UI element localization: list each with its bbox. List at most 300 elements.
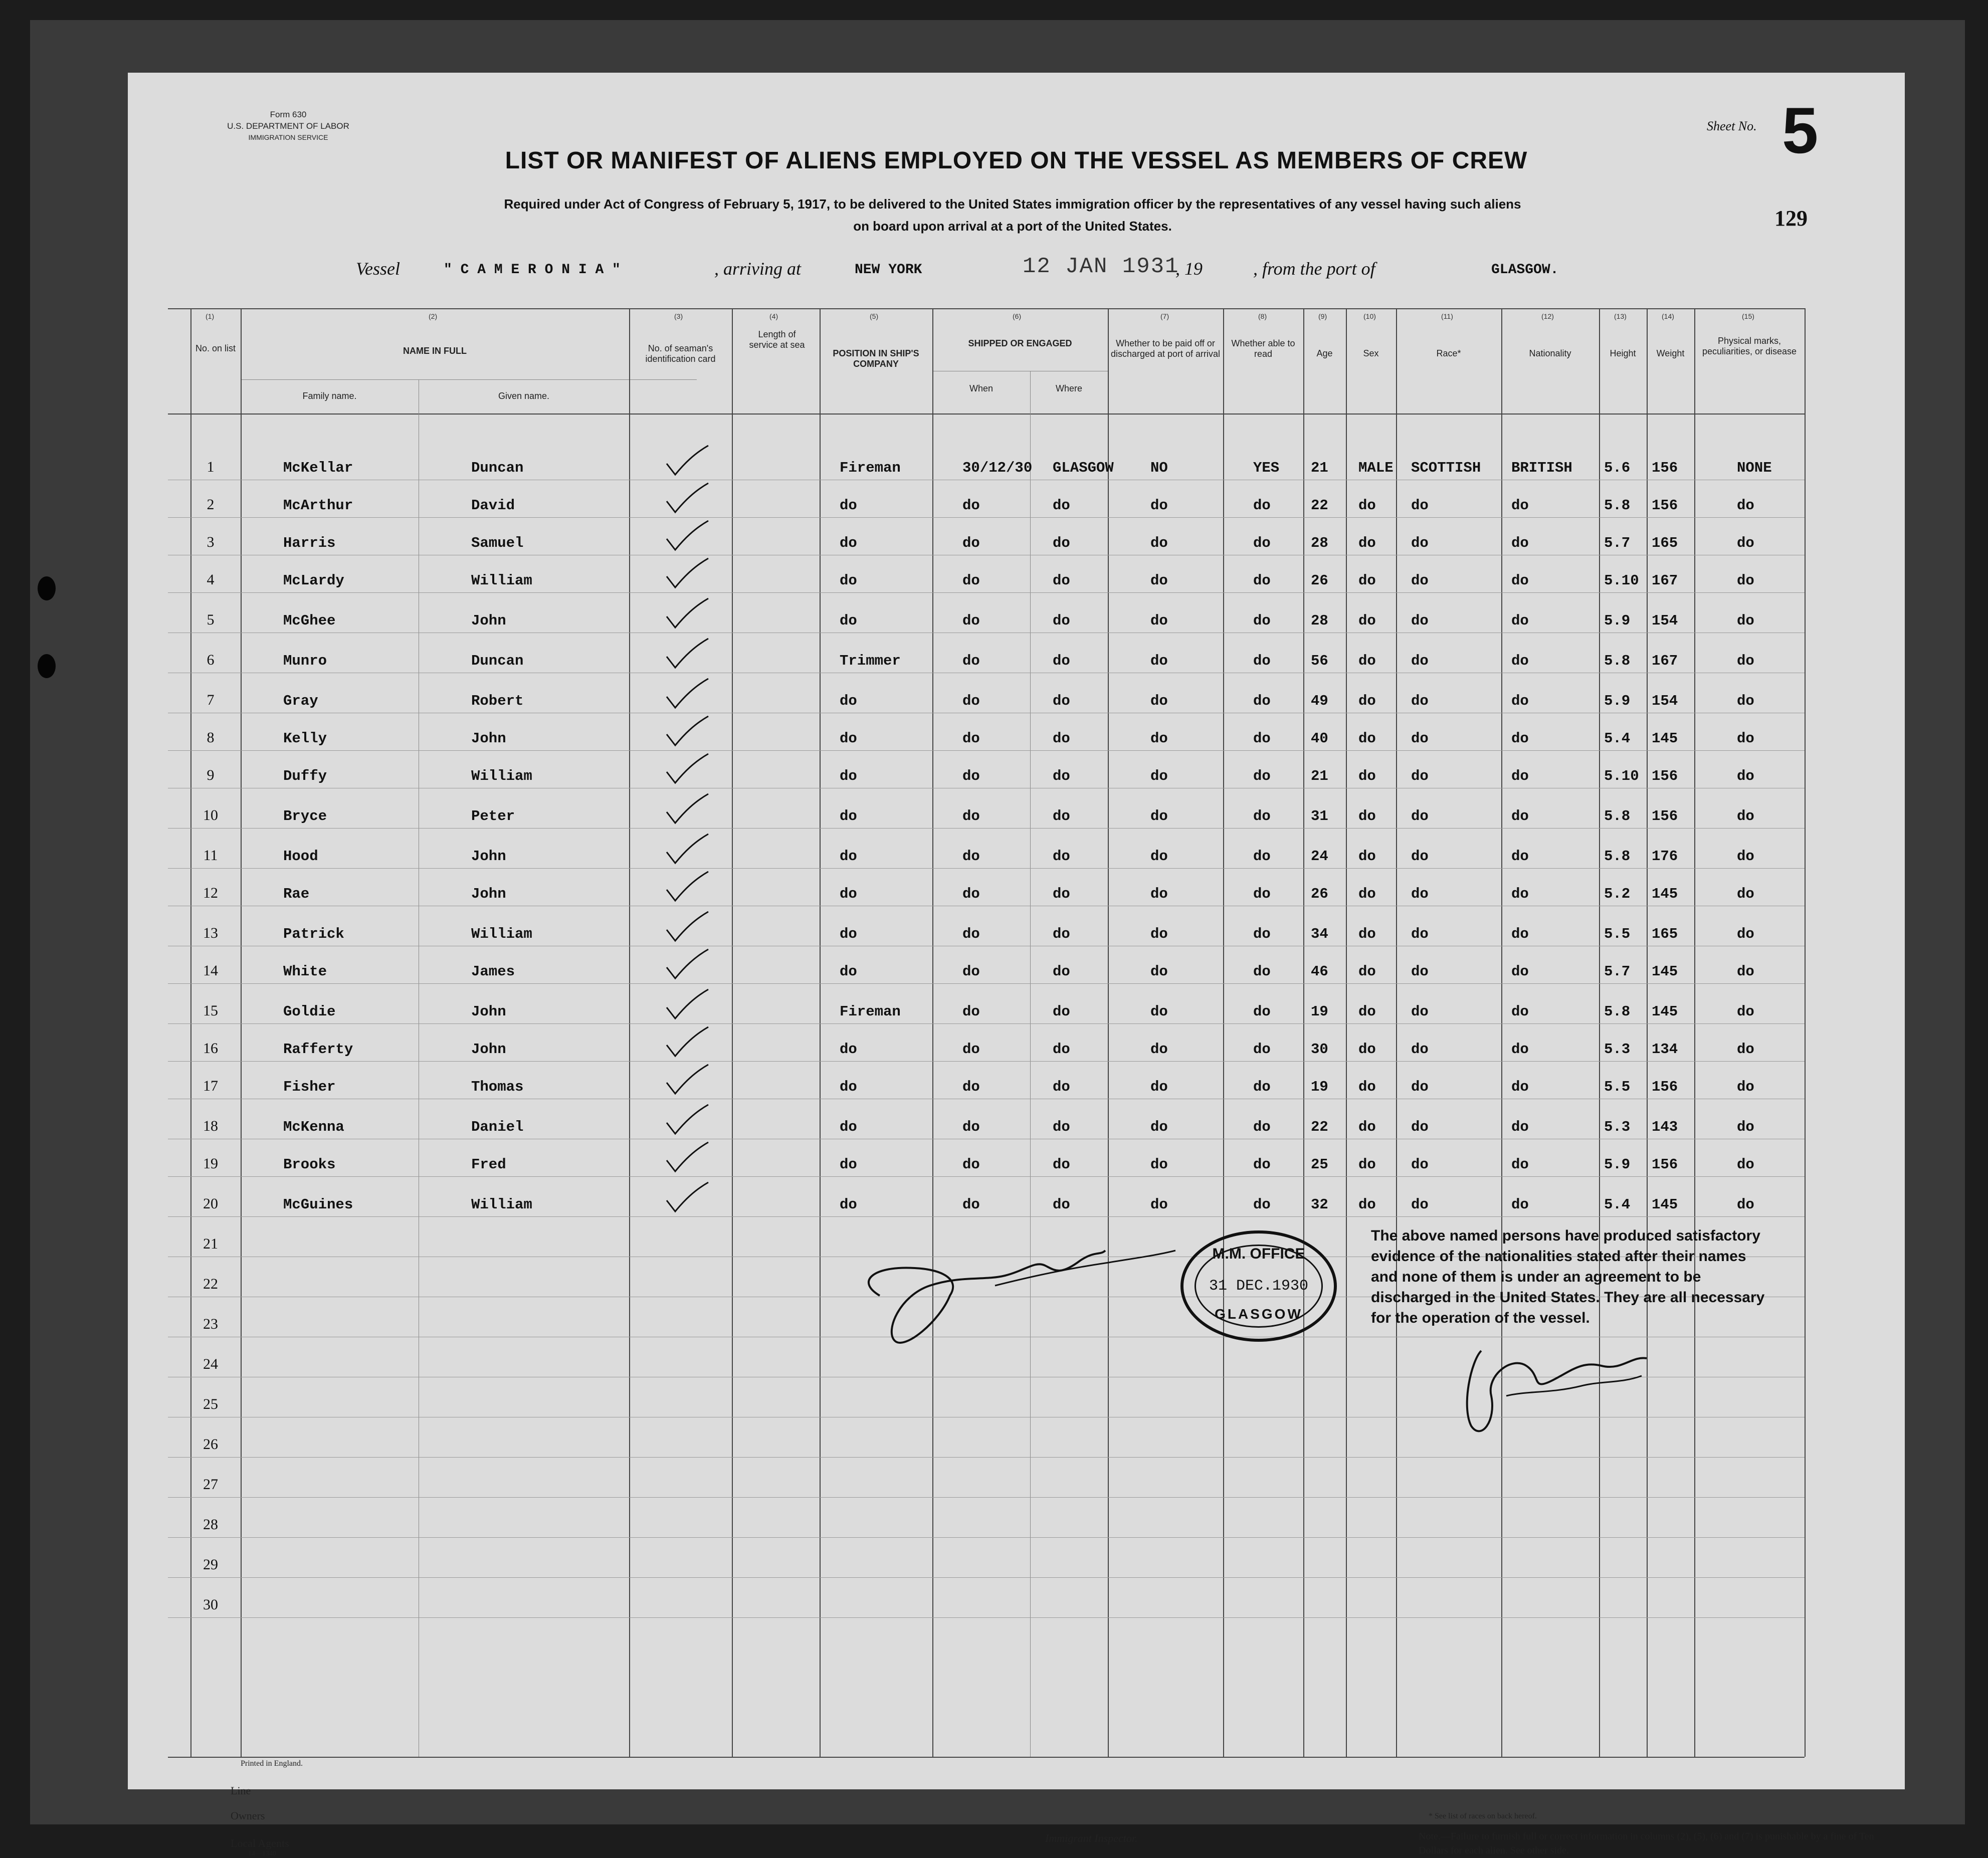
row-number: 1 <box>207 459 215 475</box>
cell-sex: do <box>1358 1079 1376 1095</box>
cell-nationality: do <box>1511 926 1529 942</box>
checkmark-icon <box>664 637 709 672</box>
local-agents-label: Local Agents <box>231 1837 289 1849</box>
penalty-note: Note.—Failure to furnish full or correct information in columns (2), (5), (6) and (7) is punishable by a fine of Ten Dollars for each alien. See other side. <box>1419 1831 1874 1856</box>
row-rule <box>168 828 1805 829</box>
cell-able-to-read: do <box>1253 1196 1271 1213</box>
checkmark-icon <box>664 1025 709 1060</box>
stamp-office: M.M. OFFICE <box>1212 1246 1305 1262</box>
checkmark-icon <box>664 1180 709 1215</box>
table-top-rule <box>168 308 1805 309</box>
column-divider <box>190 308 191 1757</box>
col-height-header: Height <box>1610 348 1636 358</box>
cell-age: 26 <box>1311 572 1328 589</box>
cell-shipped-where: do <box>1053 848 1070 865</box>
col-shipped-where-header: Where <box>1055 383 1082 393</box>
race-footnote: * See list of races on back hereof. <box>1429 1812 1537 1820</box>
cell-paid-off: do <box>1150 1119 1168 1135</box>
checkmark-icon <box>664 910 709 945</box>
cell-age: 31 <box>1311 808 1328 824</box>
cell-position: do <box>840 1041 857 1058</box>
col-9-number: (9) <box>1318 312 1327 320</box>
cell-physical-marks: do <box>1737 572 1754 589</box>
cell-able-to-read: do <box>1253 653 1271 669</box>
cell-paid-off: do <box>1150 1003 1168 1020</box>
cell-nationality: do <box>1511 1041 1529 1058</box>
cell-age: 22 <box>1311 1119 1328 1135</box>
cell-position: do <box>840 1196 857 1213</box>
cell-physical-marks: do <box>1737 926 1754 942</box>
cell-family-name: White <box>283 963 327 980</box>
cell-family-name: Rafferty <box>283 1041 353 1058</box>
form-header <box>213 109 363 143</box>
cell-given-name: William <box>471 768 532 784</box>
cell-shipped-where: do <box>1053 730 1070 747</box>
cell-given-name: Peter <box>471 808 515 824</box>
cell-height: 5.3 <box>1604 1119 1631 1135</box>
col-14-number: (14) <box>1662 312 1674 320</box>
checkmark-icon <box>664 444 709 479</box>
cell-age: 24 <box>1311 848 1328 865</box>
row-rule <box>168 592 1805 593</box>
cell-shipped-where: GLASGOW <box>1053 460 1114 476</box>
cell-sex: do <box>1358 1119 1376 1135</box>
arrival-date-stamp: 12 JAN 1931 <box>1023 254 1179 279</box>
cell-given-name: William <box>471 926 532 942</box>
cell-paid-off: do <box>1150 1041 1168 1058</box>
cell-age: 21 <box>1311 768 1328 784</box>
cell-sex: do <box>1358 535 1376 551</box>
col-2-number: (2) <box>429 312 438 320</box>
cell-paid-off: do <box>1150 572 1168 589</box>
cell-weight: 145 <box>1652 1196 1678 1213</box>
checkmark-icon <box>664 832 709 867</box>
cell-height: 5.3 <box>1604 1041 1631 1058</box>
row-number: 16 <box>203 1040 218 1057</box>
cell-able-to-read: do <box>1253 926 1271 942</box>
printed-in-england: Printed in England. <box>241 1759 303 1768</box>
cell-physical-marks: do <box>1737 1196 1754 1213</box>
cell-race: do <box>1411 1041 1429 1058</box>
checkmark-icon <box>664 870 709 905</box>
binder-hole <box>38 654 56 678</box>
col-family-name-header: Family name. <box>302 391 357 401</box>
cell-able-to-read: do <box>1253 963 1271 980</box>
row-number: 28 <box>203 1516 218 1533</box>
cell-able-to-read: do <box>1253 535 1271 551</box>
cell-shipped-when: do <box>962 886 980 902</box>
row-number: 10 <box>203 807 218 823</box>
cell-given-name: William <box>471 1196 532 1213</box>
cell-given-name: Daniel <box>471 1119 524 1135</box>
cell-weight: 156 <box>1652 1079 1678 1095</box>
cell-sex: do <box>1358 612 1376 629</box>
col-10-number: (10) <box>1363 312 1376 320</box>
cell-physical-marks: do <box>1737 848 1754 865</box>
cell-family-name: Rae <box>283 886 310 902</box>
cell-shipped-when: do <box>962 963 980 980</box>
arriving-label: , arriving at <box>714 259 802 279</box>
cell-given-name: John <box>471 1041 506 1058</box>
row-number: 27 <box>203 1476 218 1493</box>
cell-race: do <box>1411 886 1429 902</box>
cell-nationality: do <box>1511 1079 1529 1095</box>
cell-weight: 154 <box>1652 612 1678 629</box>
cell-paid-off: do <box>1150 693 1168 709</box>
nationality-declaration: The above named persons have produced satisfactory evidence of the nationalities stated after their names and none of them is under an agreement to be discharged in the United States. They are all necessary for the operation of the vessel. <box>1371 1227 1765 1326</box>
column-divider <box>1501 308 1502 1757</box>
cell-race: do <box>1411 730 1429 747</box>
cell-position: do <box>840 535 857 551</box>
col-shipped-when-header: When <box>969 383 993 393</box>
cell-race: do <box>1411 926 1429 942</box>
col-4-number: (4) <box>769 312 778 320</box>
cell-height: 5.8 <box>1604 653 1631 669</box>
cell-nationality: do <box>1511 572 1529 589</box>
cell-position: do <box>840 693 857 709</box>
row-rule <box>168 983 1805 984</box>
manifest-title: LIST OR MANIFEST OF ALIENS EMPLOYED ON THE VESSEL AS MEMBERS OF CREW <box>505 147 1528 174</box>
row-number: 4 <box>207 571 215 588</box>
cell-height: 5.8 <box>1604 497 1631 514</box>
col-15-number: (15) <box>1742 312 1754 320</box>
col-name-header: NAME IN FULL <box>403 346 467 356</box>
from-port-label: , from the port of <box>1253 259 1375 279</box>
cell-height: 5.4 <box>1604 1196 1631 1213</box>
cell-paid-off: do <box>1150 653 1168 669</box>
col-6-number: (6) <box>1013 312 1022 320</box>
cell-position: do <box>840 1119 857 1135</box>
cell-paid-off: do <box>1150 730 1168 747</box>
checkmark-icon <box>664 947 709 982</box>
cell-sex: do <box>1358 848 1376 865</box>
cell-sex: do <box>1358 497 1376 514</box>
cell-able-to-read: YES <box>1253 460 1280 476</box>
cell-height: 5.10 <box>1604 768 1639 784</box>
cell-given-name: John <box>471 730 506 747</box>
cell-height: 5.7 <box>1604 535 1631 551</box>
cell-shipped-where: do <box>1053 886 1070 902</box>
checkmark-icon <box>664 1140 709 1175</box>
cell-able-to-read: do <box>1253 693 1271 709</box>
cell-able-to-read: do <box>1253 1003 1271 1020</box>
checkmark-icon <box>664 519 709 554</box>
row-number: 11 <box>203 847 218 864</box>
cell-race: do <box>1411 848 1429 865</box>
cell-family-name: Hood <box>283 848 318 865</box>
cell-paid-off: do <box>1150 963 1168 980</box>
cell-nationality: do <box>1511 1003 1529 1020</box>
row-rule <box>168 1061 1805 1062</box>
cell-sex: do <box>1358 808 1376 824</box>
cell-paid-off: NO <box>1150 460 1168 476</box>
cell-nationality: do <box>1511 730 1529 747</box>
cell-height: 5.5 <box>1604 926 1631 942</box>
cell-nationality: BRITISH <box>1511 460 1572 476</box>
column-divider <box>241 308 242 1757</box>
line-label: Line <box>231 1784 251 1797</box>
cell-age: 56 <box>1311 653 1328 669</box>
cell-position: Fireman <box>840 460 901 476</box>
row-rule <box>168 1023 1805 1024</box>
cell-given-name: David <box>471 497 515 514</box>
cell-weight: 145 <box>1652 1003 1678 1020</box>
cell-position: do <box>840 1079 857 1095</box>
row-number: 15 <box>203 1002 218 1019</box>
checkmark-icon <box>664 987 709 1022</box>
cell-nationality: do <box>1511 497 1529 514</box>
checkmark-icon <box>664 792 709 827</box>
cell-shipped-when: do <box>962 768 980 784</box>
row-number: 17 <box>203 1078 218 1094</box>
cell-physical-marks: do <box>1737 693 1754 709</box>
cell-shipped-when: do <box>962 926 980 942</box>
cell-height: 5.7 <box>1604 963 1631 980</box>
inspector-signature <box>845 1220 1206 1361</box>
cell-age: 40 <box>1311 730 1328 747</box>
immigrant-inspector-label: Immigrant Inspector. <box>1045 1832 1138 1844</box>
cell-nationality: do <box>1511 1119 1529 1135</box>
mm-office-stamp <box>1180 1230 1337 1342</box>
cell-paid-off: do <box>1150 1156 1168 1173</box>
cell-paid-off: do <box>1150 497 1168 514</box>
cell-paid-off: do <box>1150 848 1168 865</box>
column-divider <box>629 308 630 1757</box>
department-name: U.S. DEPARTMENT OF LABOR <box>227 121 349 131</box>
cell-shipped-when: do <box>962 572 980 589</box>
cell-height: 5.8 <box>1604 848 1631 865</box>
row-number: 3 <box>207 534 215 550</box>
col-race-header: Race* <box>1436 348 1461 358</box>
cell-physical-marks: NONE <box>1737 460 1772 476</box>
row-number: 30 <box>203 1596 218 1613</box>
cell-family-name: Kelly <box>283 730 327 747</box>
cell-shipped-where: do <box>1053 653 1070 669</box>
superintendent-signature <box>1451 1336 1662 1446</box>
from-port: GLASGOW. <box>1491 262 1559 278</box>
cell-physical-marks: do <box>1737 535 1754 551</box>
row-number: 23 <box>203 1316 218 1332</box>
cell-able-to-read: do <box>1253 808 1271 824</box>
row-rule <box>168 1457 1805 1458</box>
cell-shipped-when: do <box>962 612 980 629</box>
cell-race: SCOTTISH <box>1411 460 1481 476</box>
col-age-header: Age <box>1316 348 1333 358</box>
cell-able-to-read: do <box>1253 1041 1271 1058</box>
stamp-city: GLASGOW <box>1215 1306 1303 1322</box>
cell-age: 19 <box>1311 1003 1328 1020</box>
cell-physical-marks: do <box>1737 497 1754 514</box>
cell-physical-marks: do <box>1737 1041 1754 1058</box>
cell-given-name: John <box>471 848 506 865</box>
name-subheader-rule <box>241 379 697 380</box>
cell-age: 34 <box>1311 926 1328 942</box>
cell-sex: do <box>1358 1003 1376 1020</box>
cell-sex: MALE <box>1358 460 1394 476</box>
row-number: 2 <box>207 496 215 513</box>
cell-weight: 165 <box>1652 535 1678 551</box>
cell-weight: 156 <box>1652 1156 1678 1173</box>
column-divider <box>1647 308 1648 1757</box>
cell-weight: 165 <box>1652 926 1678 942</box>
row-rule <box>168 868 1805 869</box>
subtitle-line-2: on board upon arrival at a port of the United States. <box>853 219 1172 234</box>
cell-age: 22 <box>1311 497 1328 514</box>
row-number: 5 <box>207 611 215 628</box>
cell-race: do <box>1411 1196 1429 1213</box>
cell-weight: 134 <box>1652 1041 1678 1058</box>
cell-able-to-read: do <box>1253 1156 1271 1173</box>
row-rule <box>168 1176 1805 1177</box>
cell-weight: 176 <box>1652 848 1678 865</box>
subtitle-line-1: Required under Act of Congress of February 5, 1917, to be delivered to the United States immigration officer by the representatives of any vessel having such aliens <box>504 196 1521 212</box>
cell-nationality: do <box>1511 693 1529 709</box>
cell-race: do <box>1411 653 1429 669</box>
page-number: 129 <box>1774 206 1808 231</box>
cell-paid-off: do <box>1150 1196 1168 1213</box>
cell-age: 21 <box>1311 460 1328 476</box>
cell-paid-off: do <box>1150 535 1168 551</box>
cell-nationality: do <box>1511 848 1529 865</box>
stamp-date: 31 DEC.1930 <box>1209 1278 1309 1295</box>
row-number: 19 <box>203 1155 218 1172</box>
cell-shipped-when: do <box>962 497 980 514</box>
col-no-on-list-header: No. on list <box>195 343 236 353</box>
column-divider <box>932 308 933 1757</box>
cell-nationality: do <box>1511 653 1529 669</box>
row-rule <box>168 1216 1805 1217</box>
cell-paid-off: do <box>1150 768 1168 784</box>
column-divider <box>732 308 733 1757</box>
cell-family-name: McKenna <box>283 1119 344 1135</box>
col-13-number: (13) <box>1614 312 1627 320</box>
column-divider <box>1805 308 1806 1757</box>
checkmark-icon <box>664 1063 709 1098</box>
cell-shipped-when: 30/12/30 <box>962 460 1033 476</box>
cell-nationality: do <box>1511 768 1529 784</box>
cell-position: do <box>840 1156 857 1173</box>
cell-race: do <box>1411 1003 1429 1020</box>
manifest-page <box>128 73 1905 1857</box>
row-number: 14 <box>203 962 218 979</box>
service-name: IMMIGRATION SERVICE <box>248 133 328 141</box>
col-weight-header: Weight <box>1656 348 1685 358</box>
table-bottom-rule <box>168 1757 1805 1758</box>
cell-physical-marks: do <box>1737 1119 1754 1135</box>
cell-sex: do <box>1358 730 1376 747</box>
cell-family-name: McGhee <box>283 612 336 629</box>
cell-height: 5.8 <box>1604 808 1631 824</box>
row-rule <box>168 1497 1805 1498</box>
cell-height: 5.9 <box>1604 612 1631 629</box>
cell-able-to-read: do <box>1253 848 1271 865</box>
cell-physical-marks: do <box>1737 808 1754 824</box>
cell-nationality: do <box>1511 612 1529 629</box>
cell-able-to-read: do <box>1253 1119 1271 1135</box>
cell-shipped-when: do <box>962 535 980 551</box>
cell-height: 5.6 <box>1604 460 1631 476</box>
cell-race: do <box>1411 768 1429 784</box>
cell-race: do <box>1411 963 1429 980</box>
cell-position: Trimmer <box>840 653 901 669</box>
cell-shipped-where: do <box>1053 1119 1070 1135</box>
cell-height: 5.9 <box>1604 1156 1631 1173</box>
cell-height: 5.9 <box>1604 693 1631 709</box>
cell-paid-off: do <box>1150 612 1168 629</box>
cell-physical-marks: do <box>1737 730 1754 747</box>
row-number: 21 <box>203 1235 218 1252</box>
cell-position: do <box>840 926 857 942</box>
col-given-name-header: Given name. <box>498 391 550 401</box>
checkmark-icon <box>664 596 709 632</box>
cell-shipped-where: do <box>1053 808 1070 824</box>
cell-sex: do <box>1358 1196 1376 1213</box>
cell-given-name: Thomas <box>471 1079 524 1095</box>
cell-family-name: McGuines <box>283 1196 353 1213</box>
cell-family-name: Fisher <box>283 1079 336 1095</box>
cell-family-name: Goldie <box>283 1003 336 1020</box>
column-divider <box>1223 308 1224 1757</box>
cell-race: do <box>1411 1119 1429 1135</box>
sheet-label: Sheet No. <box>1707 119 1757 133</box>
cell-shipped-where: do <box>1053 768 1070 784</box>
cell-shipped-when: do <box>962 1041 980 1058</box>
cell-shipped-when: do <box>962 1119 980 1135</box>
cell-height: 5.4 <box>1604 730 1631 747</box>
cell-paid-off: do <box>1150 1079 1168 1095</box>
cell-position: do <box>840 886 857 902</box>
cell-shipped-where: do <box>1053 1079 1070 1095</box>
cell-shipped-where: do <box>1053 963 1070 980</box>
cell-race: do <box>1411 535 1429 551</box>
cell-shipped-when: do <box>962 808 980 824</box>
cell-given-name: Duncan <box>471 460 524 476</box>
cell-able-to-read: do <box>1253 730 1271 747</box>
cell-family-name: McLardy <box>283 572 344 589</box>
cell-weight: 145 <box>1652 886 1678 902</box>
cell-weight: 156 <box>1652 808 1678 824</box>
cell-shipped-where: do <box>1053 693 1070 709</box>
cell-weight: 145 <box>1652 730 1678 747</box>
cell-given-name: John <box>471 886 506 902</box>
cell-paid-off: do <box>1150 926 1168 942</box>
vessel-name: " C A M E R O N I A " <box>444 262 621 278</box>
cell-race: do <box>1411 1156 1429 1173</box>
cell-race: do <box>1411 572 1429 589</box>
cell-sex: do <box>1358 963 1376 980</box>
column-divider <box>1108 308 1109 1757</box>
cell-weight: 143 <box>1652 1119 1678 1135</box>
cell-weight: 167 <box>1652 653 1678 669</box>
cell-paid-off: do <box>1150 808 1168 824</box>
cell-physical-marks: do <box>1737 612 1754 629</box>
col-physical-marks-header: Physical marks, peculiarities, or disease <box>1702 336 1797 356</box>
column-divider <box>1346 308 1347 1757</box>
col-3-number: (3) <box>674 312 683 320</box>
cell-shipped-where: do <box>1053 1003 1070 1020</box>
cell-shipped-where: do <box>1053 926 1070 942</box>
cell-weight: 156 <box>1652 768 1678 784</box>
cell-position: do <box>840 612 857 629</box>
cell-sex: do <box>1358 886 1376 902</box>
checkmark-icon <box>664 1103 709 1138</box>
owners-label: Owners <box>231 1809 265 1822</box>
cell-shipped-when: do <box>962 1196 980 1213</box>
cell-family-name: Brooks <box>283 1156 336 1173</box>
cell-given-name: John <box>471 612 506 629</box>
row-rule <box>168 517 1805 518</box>
manifest-subtitle <box>323 193 1702 237</box>
